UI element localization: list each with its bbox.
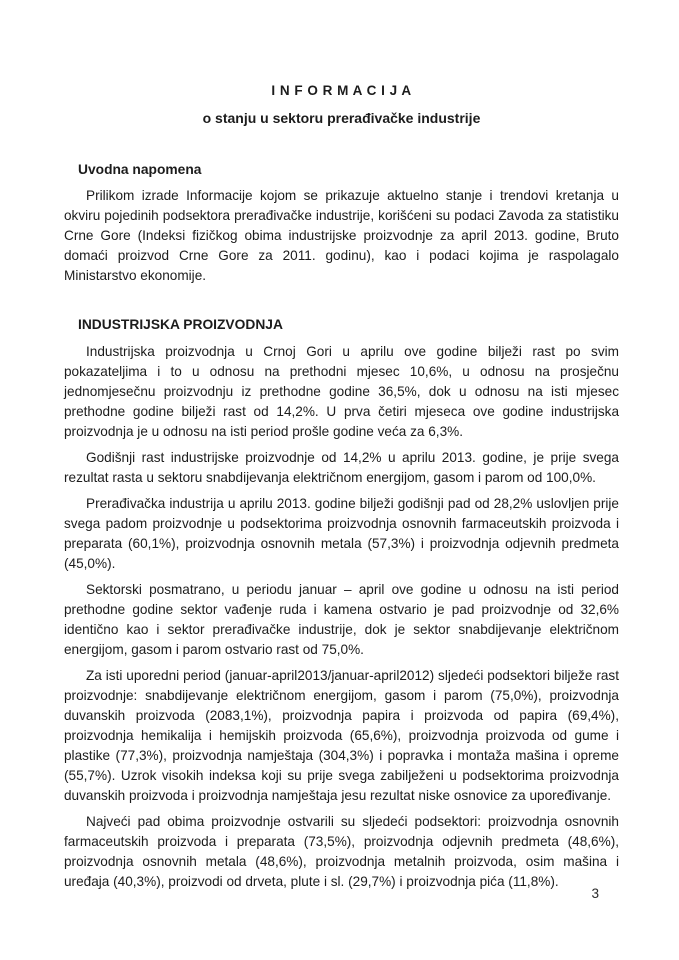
paragraph-industrijska-3: Prerađivačka industrija u aprilu 2013. godine bilježi godišnji pad od 28,2% uslovljen prije svega padom proizvodnje u podsektorima proizvodnja osnovnih farmaceutskih proizvoda i preparata (60,1%), proizvodnja osnovnih metala (57,3%) i proizvodnja odjevnih predmeta (45,0%).	[64, 496, 619, 571]
paragraph-industrijska-1: Industrijska proizvodnja u Crnoj Gori u aprilu ove godine bilježi rast po svim pokazateljima i to u odnosu na prethodni mjesec 10,6%, u odnosu na prosječnu jednomjesečnu proizvodnju iz prethodne godine 36,5%, dok u odnosu na isti mjesec prethodne godine bilježi rast od 14,2%. U prva četiri mjeseca ove godine industrijska proizvodnja je u odnosu na isti period prošle godine veća za 6,3%.	[64, 344, 619, 439]
section-heading-uvodna-napomena: Uvodna napomena	[78, 162, 202, 177]
paragraph-industrijska-5: Za isti uporedni period (januar-april2013/januar-april2012) sljedeći podsektori bilježe rast proizvodnje: snabdijevanje električnom energijom, gasom i parom (75,0%), proizvodnja duvanskih proizvoda (2083,1%), proizvodnja papira i proizvoda od papira (69,4%), proizvodnja hemikalija i hemijskih proizvoda (65,6%), proizvodnja proizvoda od gume i plastike (77,3%), proizvodnja namještaja (304,3%) i popravka i montaža mašina i opreme (55,7%). Uzrok visokih indeksa koji su prije svega zabilježeni u podsektorima proizvodnja duvanskih proizvoda i proizvodnja namještaja jesu rezultat niske osnovice za upoređivanje.	[64, 668, 619, 803]
document-subtitle: o stanju u sektoru prerađivačke industrije	[202, 110, 481, 126]
document-title: I N F O R M A C I J A	[271, 83, 412, 98]
page-content	[64, 0, 619, 892]
paragraph-industrijska-4: Sektorski posmatrano, u periodu januar – april ove godine u odnosu na isti period prethodne godine sektor vađenje ruda i kamena ostvario je pad proizvodnje od 32,6% identično kao i sektor prerađivačke industrije, dok je sektor snabdijevanje električnom energijom, gasom i parom ostvario rast od 75,0%.	[64, 582, 619, 657]
page-number: 3	[591, 886, 599, 901]
section-heading-industrijska-proizvodnja: INDUSTRIJSKA PROIZVODNJA	[78, 317, 283, 332]
paragraph-uvodna-1: Prilikom izrade Informacije kojom se prikazuje aktuelno stanje i trendovi kretanja u okviru pojedinih podsektora prerađivačke industrije, korišćeni su podaci Zavoda za statistiku Crne Gore (Indeksi fizičkog obima industrijske proizvodnje za april 2013. godine, Bruto domaći proizvod Crne Gore za 2011. godinu), kao i podaci kojima je raspolagalo Ministarstvo ekonomije.	[64, 188, 619, 283]
paragraph-industrijska-2: Godišnji rast industrijske proizvodnje od 14,2% u aprilu 2013. godine, je prije svega rezultat rasta u sektoru snabdijevanja električnom energijom, gasom i parom od 100,0%.	[64, 450, 619, 485]
paragraph-industrijska-6: Najveći pad obima proizvodnje ostvarili su sljedeći podsektori: proizvodnja osnovnih farmaceutskih proizvoda i preparata (73,5%), proizvodnja odjevnih predmeta (48,6%), proizvodnja osnovnih metala (48,6%), proizvodnja metalnih proizvoda, osim mašina i uređaja (40,3%), proizvodi od drveta, plute i sl. (29,7%) i proizvodnja pića (11,8%).	[64, 814, 619, 889]
